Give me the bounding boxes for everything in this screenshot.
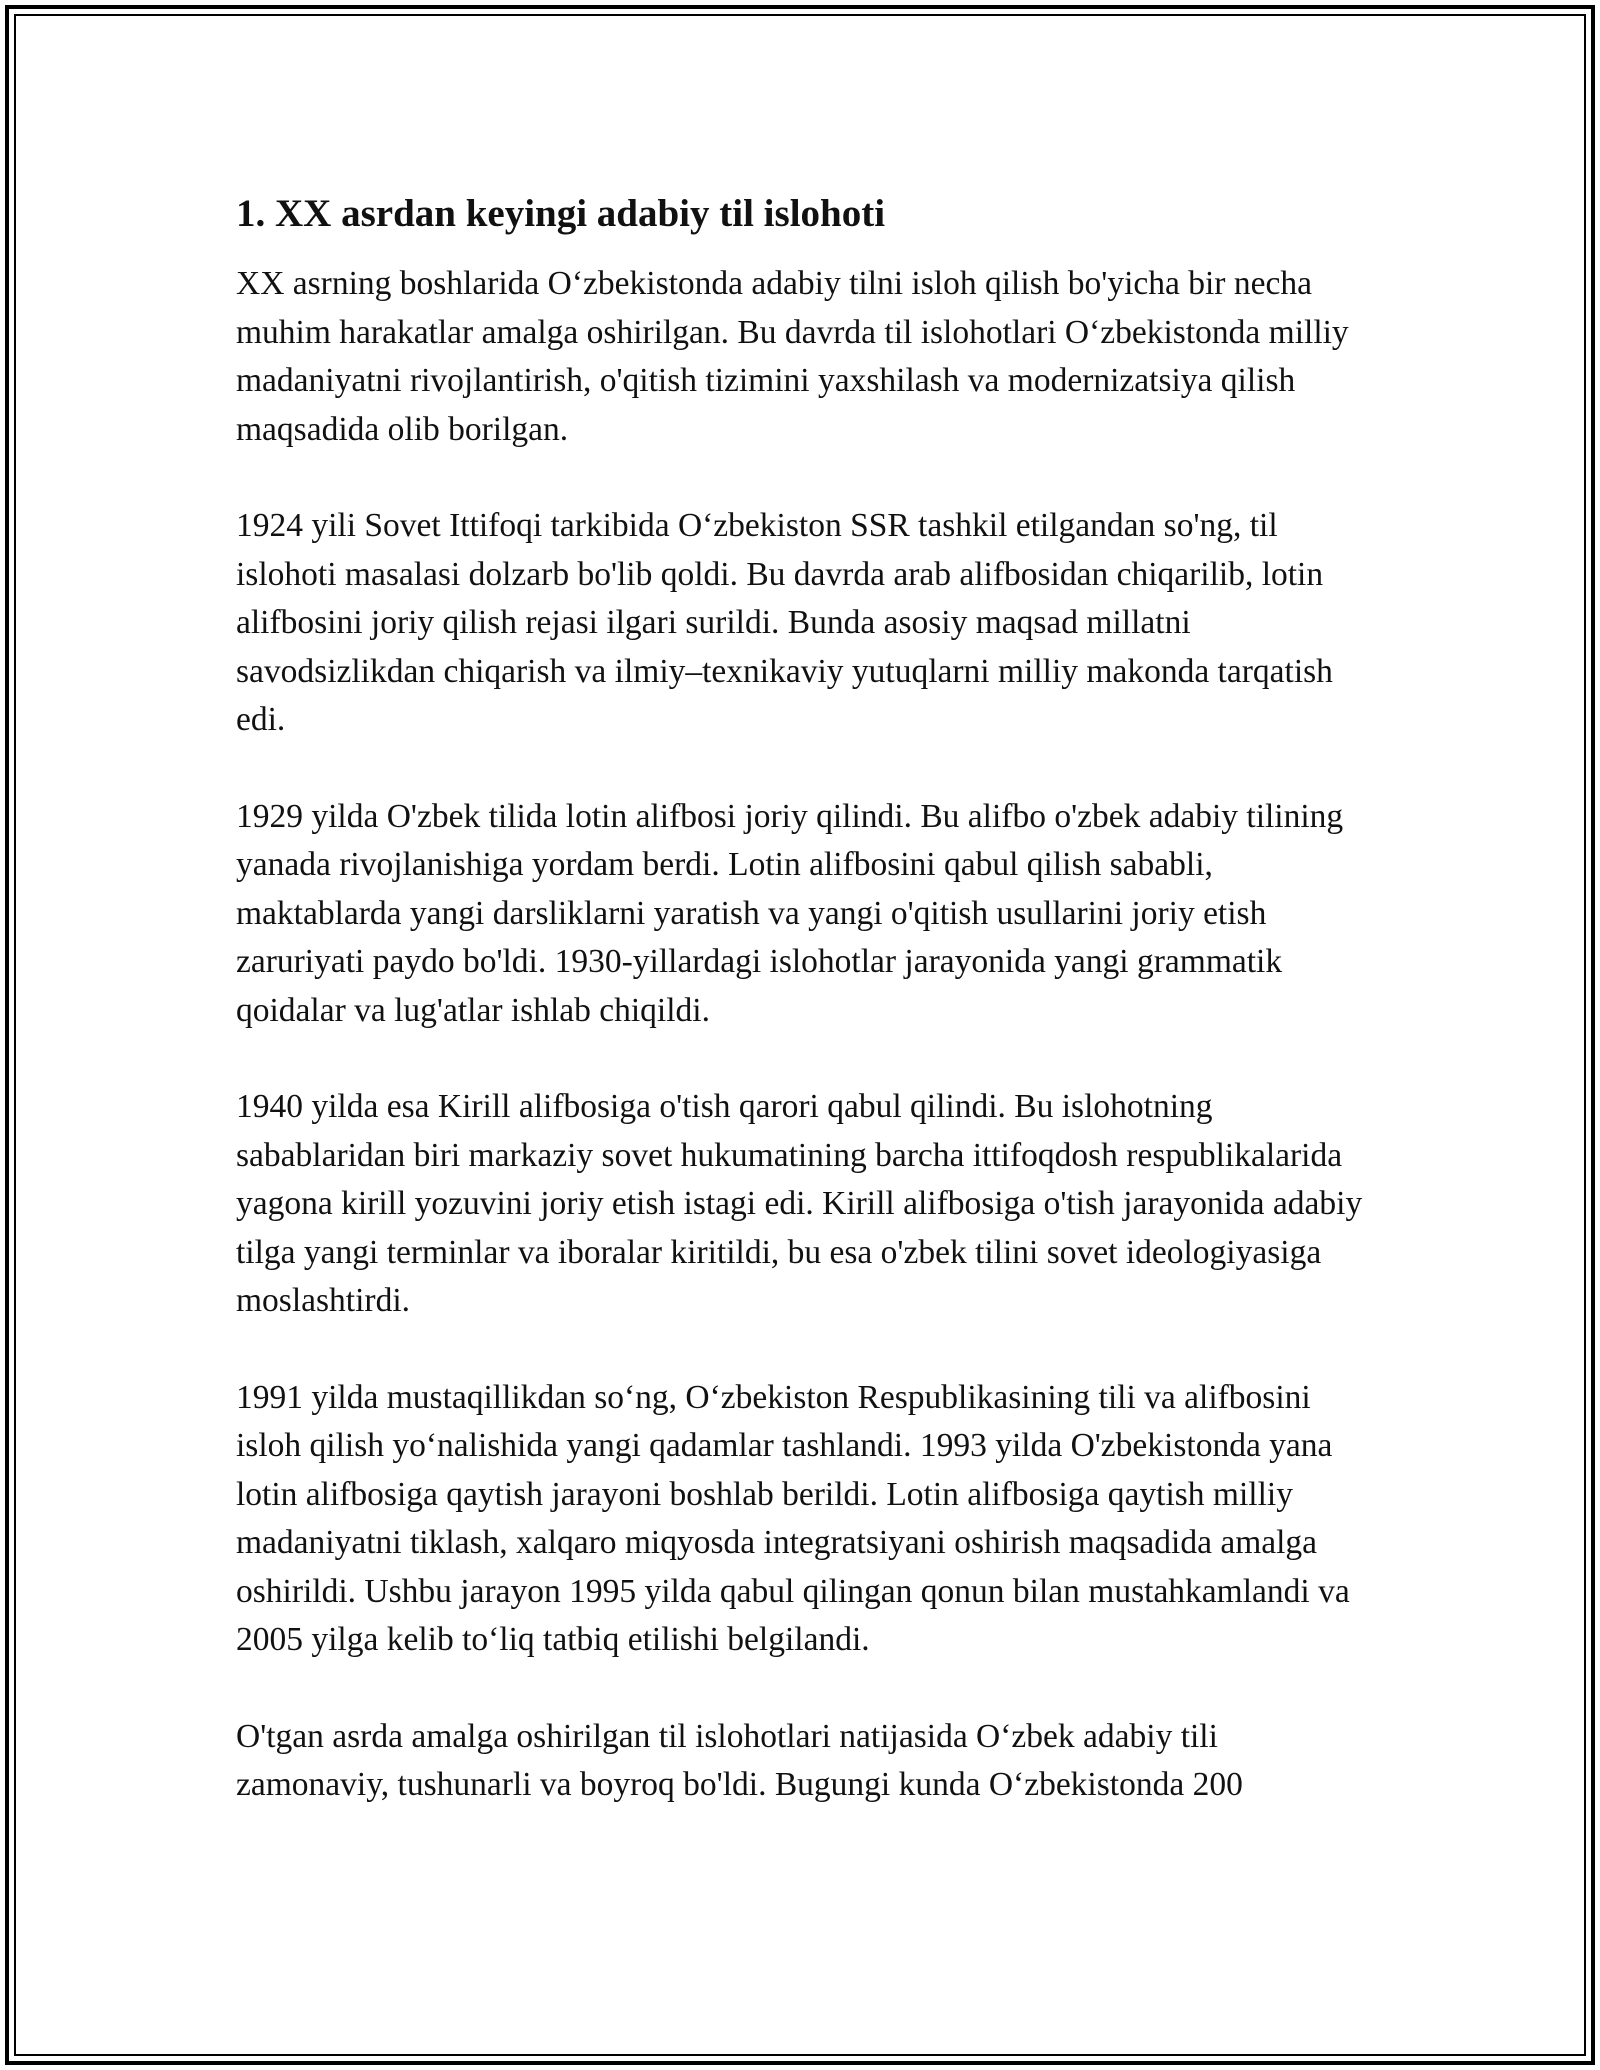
paragraph-1: XX asrning boshlarida O‘zbekistonda adabiy tilni isloh qilish bo'yicha bir necha muhim harakatlar amalga oshirilgan. Bu davrda til islohotlari O‘zbekistonda milliy madaniyatni rivojlantirish, o'qitish tizimini yaxshilash va modernizatsiya qilish maqsadida olib borilgan. <box>236 265 1349 448</box>
document-body <box>236 188 1366 1858</box>
paragraph-5: 1991 yilda mustaqillikdan so‘ng, O‘zbekiston Respublikasining tili va alifbosini isloh qilish yo‘nalishida yangi qadamlar tashlandi. 1993 yilda O'zbekistonda yana lotin alifbosiga qaytish jarayoni boshlab berildi. Lotin alifbosiga qaytish milliy madaniyatni tiklash, xalqaro miqyosda integratsiyani oshirish maqsadida amalga oshirildi. Ushbu jarayon 1995 yilda qabul qilingan qonun bilan mustahkamlandi va 2005 yilga kelib to‘liq tatbiq etilishi belgilandi. <box>236 1378 1350 1658</box>
paragraph-2: 1924 yili Sovet Ittifoqi tarkibida O‘zbekiston SSR tashkil etilgandan so'ng, til islohoti masalasi dolzarb bo'lib qoldi. Bu davrda arab alifbosidan chiqarilib, lotin alifbosini joriy qilish rejasi ilgari surildi. Bunda asosiy maqsad millatni savodsizlikdan chiqarish va ilmiy–texnikaviy yutuqlarni milliy makonda tarqatish edi. <box>236 507 1333 738</box>
section-heading: 1. XX asrdan keyingi adabiy til islohoti <box>236 192 886 235</box>
paragraph-3: 1929 yilda O'zbek tilida lotin alifbosi joriy qilindi. Bu alifbo o'zbek adabiy tilining yanada rivojlanishiga yordam berdi. Lotin alifbosini qabul qilish sababli, maktablarda yangi darsliklarni yaratish va yangi o'qitish usullarini joriy etish zaruriyati paydo bo'ldi. 1930-yillardagi islohotlar jarayonida yangi grammatik qoidalar va lug'atlar ishlab chiqildi. <box>236 797 1344 1029</box>
paragraph-6: O'tgan asrda amalga oshirilgan til islohotlari natijasida O‘zbek adabiy tili zamonaviy, tushunarli va boyroq bo'ldi. Bugungi kunda O‘zbekistonda 200 <box>236 1717 1243 1803</box>
paragraph-4: 1940 yilda esa Kirill alifbosiga o'tish qarori qabul qilindi. Bu islohotning sabablaridan biri markaziy sovet hukumatining barcha ittifoqdosh respublikalarida yagona kirill yozuvini joriy etish istagi edi. Kirill alifbosiga o'tish jarayonida adabiy tilga yangi terminlar va iboralar kiritildi, bu esa o'zbek tilini sovet ideologiyasiga moslashtirdi. <box>236 1088 1363 1319</box>
